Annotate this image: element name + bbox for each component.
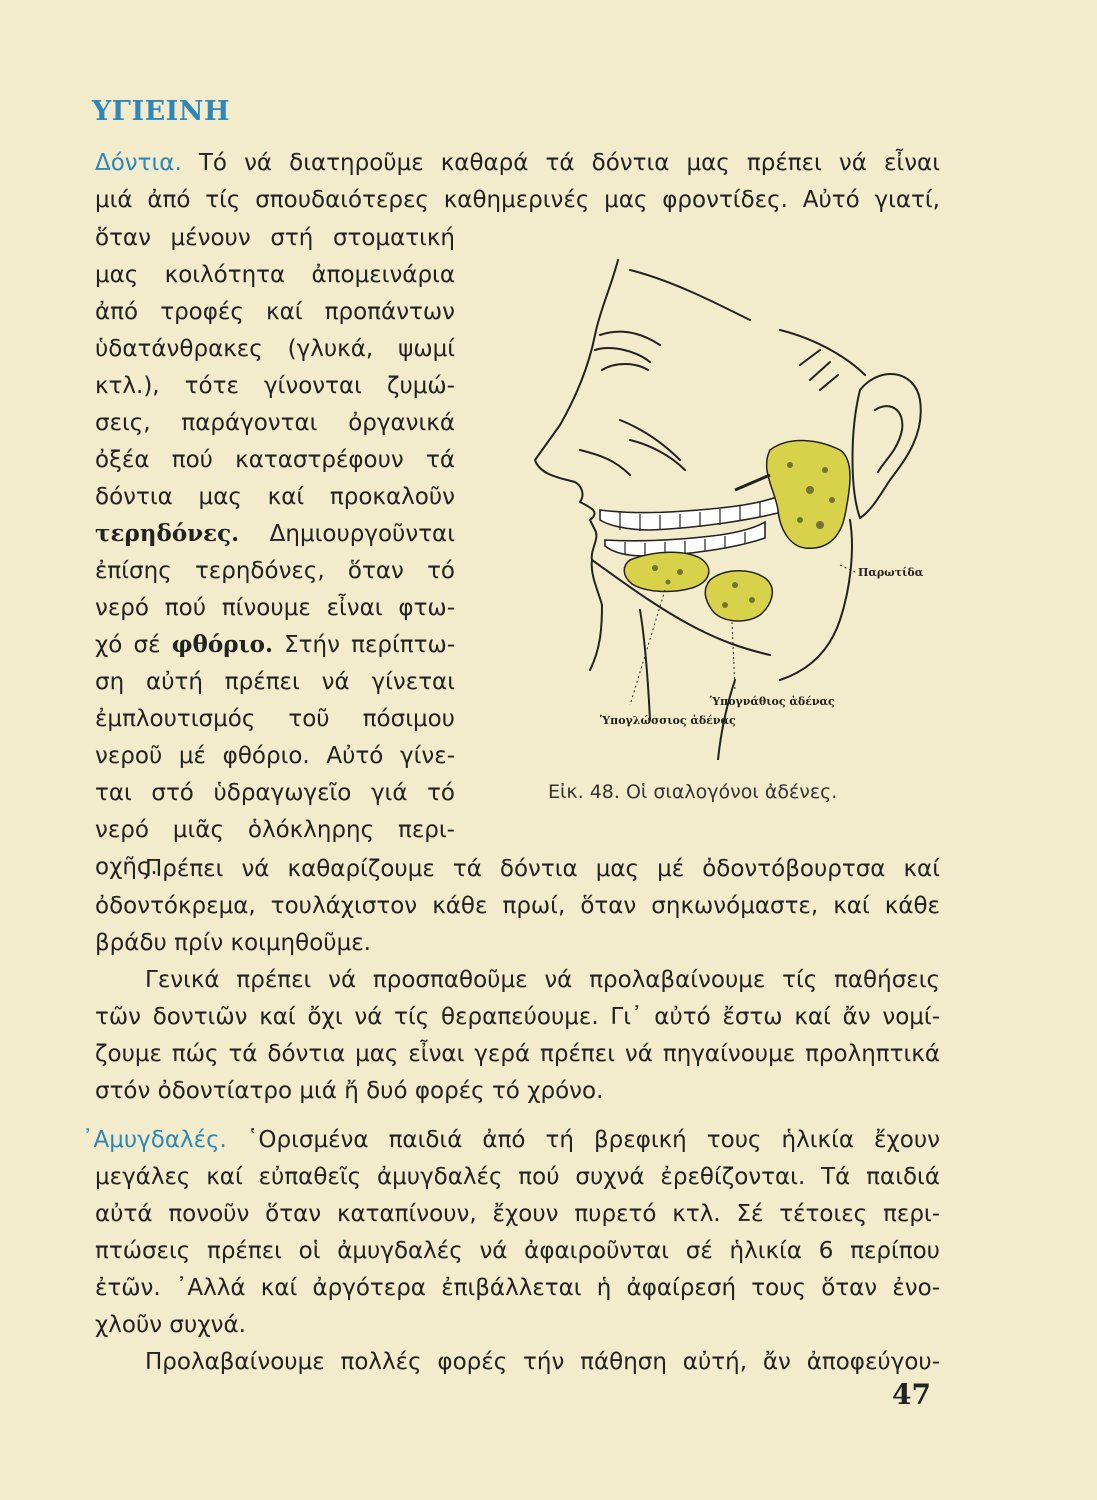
paragraph-line: Προλαβαίνουμε πολλές φορές τήν πάθηση αὐτή, ἄν ἀποφεύγου- bbox=[145, 1349, 940, 1375]
term-fluoride: φθόριο. bbox=[171, 631, 273, 658]
paragraph-line: Δόντια. Τό νά διατηροῦμε καθαρά τά δόντια μας πρέπει νά εἶναι bbox=[95, 150, 940, 176]
paragraph-line: τῶν δοντιῶν καί ὄχι νά τίς θεραπεύουμε. Γι᾽ αὐτό ἔστω καί ἄν νομί- bbox=[95, 1004, 940, 1030]
submandibular-gland bbox=[705, 571, 772, 621]
parotid-duct bbox=[735, 475, 770, 490]
paragraph-line: μεγάλες καί εὐπαθεῖς ἀμυγδαλές πού συχνά ἐρεθίζονται. Τά παιδιά bbox=[95, 1164, 940, 1190]
paragraph-line: σεις, παράγονται ὀργανικά bbox=[95, 410, 455, 436]
paragraph-line: ζουμε πώς τά δόντια μας εἶναι γερά πρέπει νά πηγαίνουμε προληπτικά bbox=[95, 1041, 940, 1067]
paragraph-line: ἐπίσης τερηδόνες, ὅταν τό bbox=[95, 558, 455, 584]
paragraph-line: ὅταν μένουν στή στοματική bbox=[95, 225, 455, 251]
section-title: ΥΓΙΕΙΝΗ bbox=[92, 96, 230, 127]
label-submandibular: Ὑπογνάθιος ἀδένας bbox=[710, 695, 835, 708]
paragraph-line: ται στό ὑδραγωγεῖο γιά τό bbox=[95, 780, 455, 806]
paragraph-line: νερό μιᾶς ὁλόκληρης περι- bbox=[95, 817, 455, 843]
paragraph-line: χλοῦν συχνά. bbox=[95, 1312, 246, 1338]
keyword-teeth: Δόντια. bbox=[95, 150, 182, 176]
paragraph-line: νεροῦ μέ φθόριο. Αὐτό γίνε- bbox=[95, 743, 455, 769]
ear-outline bbox=[853, 374, 921, 518]
paragraph-line: ὀξέα πού καταστρέφουν τά bbox=[95, 447, 455, 473]
salivary-glands-illustration bbox=[520, 250, 940, 760]
paragraph-line: ἀπό τροφές καί προπάντων bbox=[95, 299, 455, 325]
paragraph-line: κτλ.), τότε γίνονται ζυμώ- bbox=[95, 373, 455, 399]
paragraph-line: ση αὐτή πρέπει νά γίνεται bbox=[95, 669, 455, 695]
paragraph-line: ᾽Αμυγδαλές. ῾Ορισμένα παιδιά ἀπό τή βρεφική τους ἡλικία ἔχουν bbox=[82, 1127, 940, 1153]
paragraph-line: πτώσεις πρέπει οἱ ἀμυγδαλές νά ἀφαιροῦνται σέ ἡλικία 6 περίπου bbox=[95, 1238, 940, 1264]
figure-caption: Εἰκ. 48. Οἱ σιαλογόνοι ἀδένες. bbox=[548, 781, 838, 803]
paragraph-line: ἐμπλουτισμός τοῦ πόσιμου bbox=[95, 706, 455, 732]
paragraph-line: μιά ἀπό τίς σπουδαιότερες καθημερινές μας φροντίδες. Αὐτό γιατί, bbox=[95, 187, 940, 213]
page-number: 47 bbox=[892, 1378, 931, 1411]
paragraph-line: μας κοιλότητα ἀπομεινάρια bbox=[95, 262, 455, 288]
paragraph-line: ὑδατάνθρακες (γλυκά, ψωμί bbox=[95, 336, 455, 362]
paragraph-line: ὀδοντόκρεμα, τουλάχιστον κάθε πρωί, ὅταν σηκωνόμαστε, καί κάθε bbox=[95, 893, 940, 919]
paragraph-line: αὐτά πονοῦν ὅταν καταπίνουν, ἔχουν πυρετό κτλ. Σέ τέτοιες περι- bbox=[95, 1201, 940, 1227]
term-caries: τερηδόνες. bbox=[95, 520, 240, 547]
paragraph-line: στόν ὀδοντίατρο μιά ἤ δυό φορές τό χρόνο. bbox=[95, 1078, 604, 1104]
parotid-gland bbox=[767, 441, 850, 549]
label-parotid: Παρωτίδα bbox=[858, 566, 924, 579]
paragraph-line: τερηδόνες. Δημιουργοῦνται bbox=[95, 520, 455, 547]
paragraph-line: δόντια μας καί προκαλοῦν bbox=[95, 484, 455, 510]
sublingual-gland bbox=[624, 552, 709, 591]
upper-teeth bbox=[600, 495, 782, 530]
paragraph-line: Πρέπει νά καθαρίζουμε τά δόντια μας μέ ὀδοντόβουρτσα καί bbox=[145, 856, 940, 882]
label-sublingual: Ὑπογλώσσιος ἀδένας bbox=[600, 714, 736, 727]
eye-outline bbox=[595, 332, 660, 370]
paragraph-line: χό σέ φθόριο. Στήν περίπτω- bbox=[95, 631, 456, 658]
keyword-tonsils: ᾽Αμυγδαλές. bbox=[82, 1127, 227, 1153]
paragraph-line: Γενικά πρέπει νά προσπαθοῦμε νά προλαβαίνουμε τίς παθήσεις bbox=[145, 967, 940, 993]
paragraph-line: νερό πού πίνουμε εἶναι φτω- bbox=[95, 595, 455, 621]
paragraph-line: βράδυ πρίν κοιμηθοῦμε. bbox=[95, 930, 371, 956]
cheek-lines bbox=[580, 420, 685, 475]
paragraph-line: οχῆς. bbox=[95, 854, 158, 880]
paragraph-line: ἐτῶν. ᾽Αλλά καί ἀργότερα ἐπιβάλλεται ἡ ἀφαίρεσή τους ὅταν ἐνο- bbox=[95, 1275, 940, 1301]
